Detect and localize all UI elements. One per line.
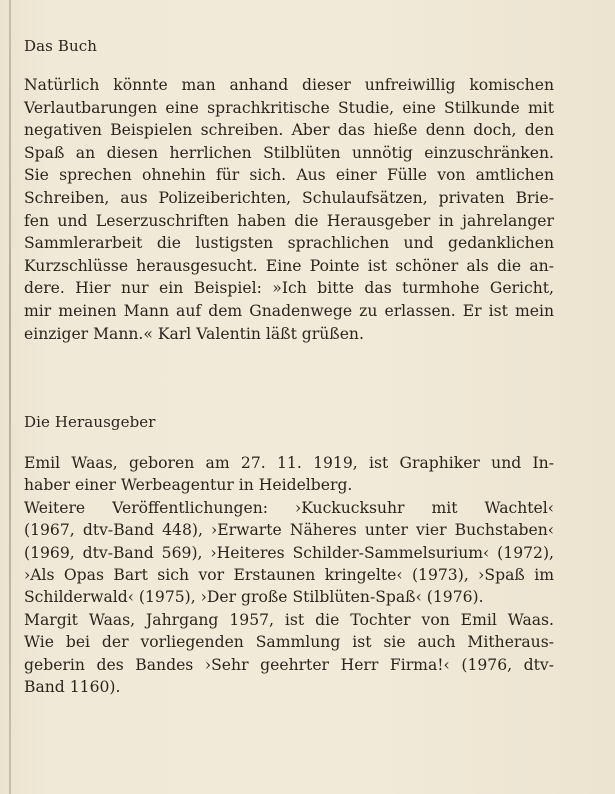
text-line: Sammlerarbeit die lustigsten sprachlichen und gedanklichen	[24, 234, 554, 253]
text-line: haber einer Werbeagentur in Heidelberg.	[24, 476, 353, 495]
text-line: (1969, dtv-Band 569), ›Heiteres Schilder-Sammelsurium‹ (1972),	[24, 543, 554, 562]
text-line: Band 1160).	[24, 677, 121, 696]
text-line: einziger Mann.« Karl Valentin läßt grüßen.	[24, 324, 364, 343]
text-line: Spaß an diesen herrlichen Stilblüten unnötig einzuschränken.	[24, 143, 554, 162]
text-line: fen und Leserzuschriften haben die Herausgeber in jahrelanger	[24, 211, 554, 230]
section-heading-das-buch: Das Buch	[24, 37, 97, 55]
text-line: Schreiben, aus Polizeiberichten, Schulaufsätzen, privaten Brie-	[24, 188, 554, 207]
text-line: Schilderwald‹ (1975), ›Der große Stilblüten-Spaß‹ (1976).	[24, 588, 484, 607]
text-line: Emil Waas, geboren am 27. 11. 1919, ist Graphiker und In-	[24, 454, 554, 472]
text-line: Verlautbarungen eine sprachkritische Studie, eine Stilkunde mit	[24, 98, 554, 117]
text-line: Kurzschlüsse herausgesucht. Eine Pointe ist schöner als die an-	[24, 256, 554, 275]
page-binding-edge	[9, 0, 11, 794]
das-buch-paragraph	[24, 74, 554, 345]
text-line: Wie bei der vorliegenden Sammlung ist sie auch Mitheraus-	[24, 633, 554, 652]
text-line: Natürlich könnte man anhand dieser unfreiwillig komischen	[24, 76, 554, 94]
text-line: (1967, dtv-Band 448), ›Erwarte Näheres unter vier Buchstaben‹	[24, 521, 554, 540]
text-line: Weitere Veröffentlichungen: ›Kuckucksuhr mit Wachtel‹	[24, 498, 554, 517]
text-line: ›Als Opas Bart sich vor Erstaunen kringelte‹ (1973), ›Spaß im	[24, 565, 554, 584]
text-line: Sie sprechen ohnehin für sich. Aus einer Fülle von amtlichen	[24, 166, 554, 185]
text-line: dere. Hier nur ein Beispiel: »Ich bitte das turmhohe Gericht,	[24, 279, 554, 298]
text-line: negativen Beispielen schreiben. Aber das hieße denn doch, den	[24, 121, 554, 140]
text-line: Margit Waas, Jahrgang 1957, ist die Tochter von Emil Waas.	[24, 610, 554, 629]
section-heading-die-herausgeber: Die Herausgeber	[24, 413, 156, 431]
text-line: geberin des Bandes ›Sehr geehrter Herr Firma!‹ (1976, dtv-	[24, 655, 554, 674]
text-line: mir meinen Mann auf dem Gnadenwege zu erlassen. Er ist mein	[24, 301, 554, 320]
die-herausgeber-paragraph	[24, 452, 554, 698]
